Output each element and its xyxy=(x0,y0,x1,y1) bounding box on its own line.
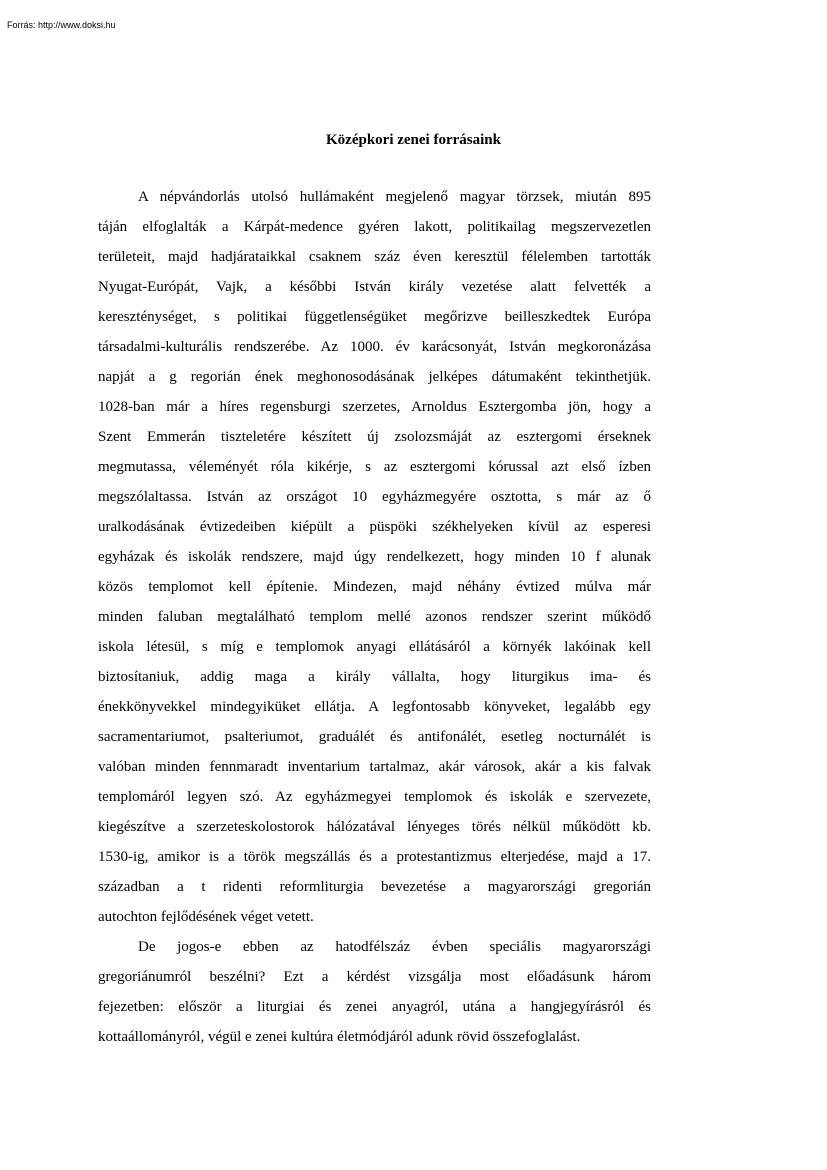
text-line: kereszténységet, s politikai függetlenségüket megőrizve beilleszkedtek Európa xyxy=(98,309,651,325)
paragraph-1 xyxy=(98,182,651,932)
text-line: De jogos-e ebben az hatodfélszáz évben speciális magyarországi xyxy=(138,939,651,955)
paragraph-2 xyxy=(98,932,651,1052)
text-line: Nyugat-Európát, Vajk, a későbbi István király vezetése alatt felvették a xyxy=(98,279,651,295)
text-line: templomáról legyen szó. Az egyházmegyei templomok és iskolák e szervezete, xyxy=(98,789,651,805)
text-line: közös templomot kell építenie. Mindezen, majd néhány évtized múlva már xyxy=(98,579,651,595)
text-line: században a t ridenti reformliturgia bevezetése a magyarországi gregorián xyxy=(98,879,651,895)
text-line: társadalmi-kulturális rendszerébe. Az 1000. év karácsonyát, István megkoronázása xyxy=(98,339,651,355)
text-line: táján elfoglalták a Kárpát-medence gyéren lakott, politikailag megszervezetlen xyxy=(98,219,651,235)
text-line: területeit, majd hadjárataikkal csaknem száz éven keresztül félelemben tartották xyxy=(98,249,651,265)
text-line: biztosítaniuk, addig maga a király vállalta, hogy liturgikus ima- és xyxy=(98,669,651,685)
document-body xyxy=(98,182,651,1052)
text-line: megszólaltassa. István az országot 10 egyházmegyére osztotta, s már az ő xyxy=(98,489,651,505)
text-line: A népvándorlás utolsó hullámaként megjelenő magyar törzsek, miután 895 xyxy=(138,189,651,205)
text-line: uralkodásának évtizedeiben kiépült a püspöki székhelyeken kívül az esperesi xyxy=(98,519,651,535)
text-line: Szent Emmerán tiszteletére készített új zsolozsmáját az esztergomi érseknek xyxy=(98,429,651,445)
document-title: Középkori zenei forrásaink xyxy=(326,132,501,148)
text-line: autochton fejlődésének véget vetett. xyxy=(98,909,314,925)
text-line: sacramentariumot, psalteriumot, graduálét és antifonálét, esetleg nocturnálét is xyxy=(98,729,651,745)
text-line: megmutassa, véleményét róla kikérje, s az esztergomi kórussal azt első ízben xyxy=(98,459,651,475)
text-line: énekkönyvekkel mindegyiküket ellátja. A legfontosabb könyveket, legalább egy xyxy=(98,699,651,715)
text-line: egyházak és iskolák rendszere, majd úgy rendelkezett, hogy minden 10 f alunak xyxy=(98,549,651,565)
source-url-text: Forrás: http://www.doksi.hu xyxy=(7,20,116,30)
text-line: kottaállományról, végül e zenei kultúra életmódjáról adunk rövid összefoglalást. xyxy=(98,1029,581,1045)
text-line: napját a g regorián ének meghonosodásának jelképes dátumaként tekinthetjük. xyxy=(98,369,651,385)
text-line: 1028-ban már a híres regensburgi szerzetes, Arnoldus Esztergomba jön, hogy a xyxy=(98,399,651,415)
text-line: fejezetben: először a liturgiai és zenei anyagról, utána a hangjegyírásról és xyxy=(98,999,651,1015)
text-line: valóban minden fennmaradt inventarium tartalmaz, akár városok, akár a kis falvak xyxy=(98,759,651,775)
text-line: 1530-ig, amikor is a török megszállás és a protestantizmus elterjedése, majd a 17. xyxy=(98,849,651,865)
text-line: gregoriánumról beszélni? Ezt a kérdést vizsgálja most előadásunk három xyxy=(98,969,651,985)
text-line: iskola létesül, s míg e templomok anyagi ellátásáról a környék lakóinak kell xyxy=(98,639,651,655)
text-line: minden faluban megtalálható templom mellé azonos rendszer szerint működő xyxy=(98,609,651,625)
text-line: kiegészítve a szerzeteskolostorok hálózatával lényeges törés nélkül működött kb. xyxy=(98,819,651,835)
